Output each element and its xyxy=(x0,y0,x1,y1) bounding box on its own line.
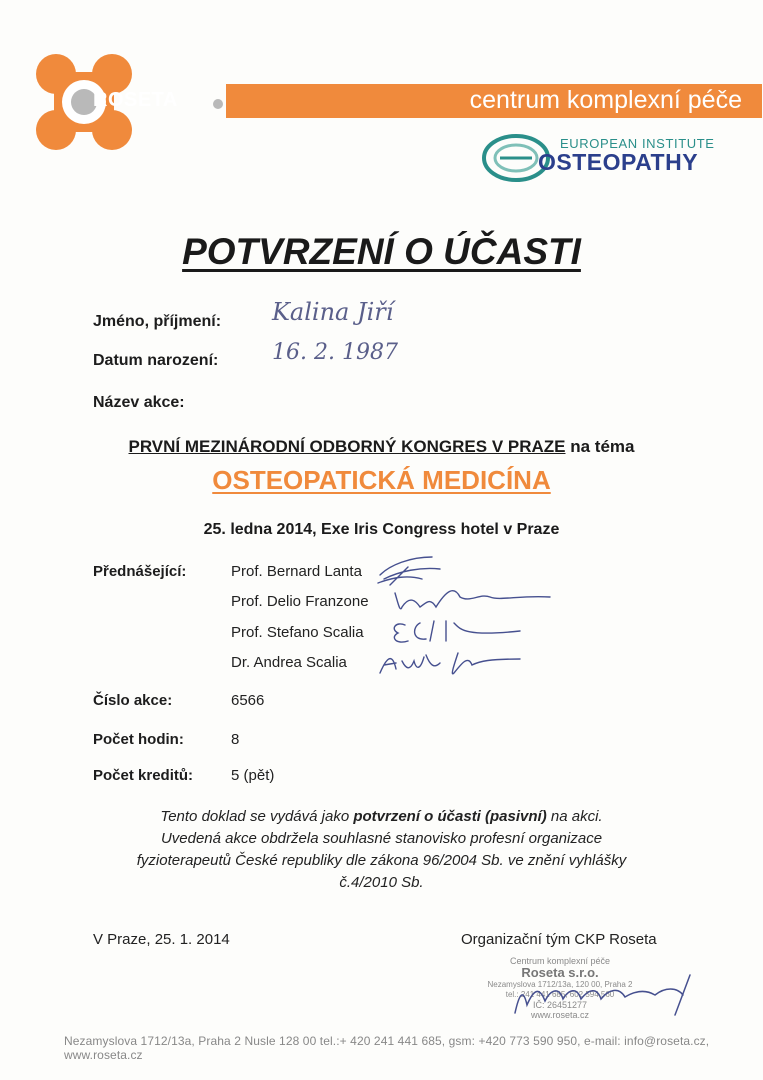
eio-logo xyxy=(480,130,750,186)
event-number-value: 6566 xyxy=(231,692,265,709)
lecturer-name: Prof. Stefano Scalia xyxy=(231,624,364,641)
event-topic: OSTEOPATICKÁ MEDICÍNA xyxy=(212,465,551,495)
stamp-line1: Centrum komplexní péče xyxy=(509,956,611,966)
credits-value: 5 (pět) xyxy=(231,767,275,784)
organizer: Organizační tým CKP Roseta xyxy=(461,931,657,948)
event-label: Název akce: xyxy=(93,394,185,411)
hours-value: 8 xyxy=(231,731,240,748)
stamp-line5: IČ: 26451277 xyxy=(532,1000,588,1010)
banner-text: centrum komplexní péče xyxy=(469,86,742,114)
note-line3: fyzioterapeutů České republiky dle zákona 96/2004 Sb. ve znění vyhlášky xyxy=(136,852,627,869)
footer-contact: Nezamyslova 1712/13a, Praha 2 Nusle 128 00 tel.:+ 420 241 441 685, gsm: +420 773 590 950, e-mail: info@roseta.cz, www.roseta.cz xyxy=(64,1034,710,1062)
lecturer-name: Dr. Andrea Scalia xyxy=(231,654,347,671)
signature-andrea-scalia xyxy=(380,653,520,674)
signature-franzone xyxy=(395,591,550,609)
signature-lanta xyxy=(378,557,440,585)
page-title: POTVRZENÍ O ÚČASTI xyxy=(182,231,581,272)
event-date-place: 25. ledna 2014, Exe Iris Congress hotel v Praze xyxy=(203,521,560,538)
name-label: Jméno, příjmení: xyxy=(93,313,222,330)
name-value-handwritten: Kalina Jiří xyxy=(272,298,394,326)
credits-label: Počet kreditů: xyxy=(93,767,194,784)
stamp-line6: www.roseta.cz xyxy=(530,1010,590,1020)
signature-stefano-scalia xyxy=(394,621,520,642)
note-line1: Tento doklad se vydává jako potvrzení o účasti (pasivní) na akci. xyxy=(160,808,603,825)
roseta-logo-text: ROSETA xyxy=(93,89,178,111)
place-date: V Praze, 25. 1. 2014 xyxy=(93,931,230,948)
confirmation-note xyxy=(0,806,763,894)
event-title: PRVNÍ MEZINÁRODNÍ ODBORNÝ KONGRES V PRAZE xyxy=(128,437,566,456)
lecturers-label: Přednášející: xyxy=(93,563,187,580)
birth-label: Datum narození: xyxy=(93,352,219,369)
note-line2: Uvedená akce obdržela souhlasné stanovisko profesní organizace xyxy=(160,830,603,847)
header-banner xyxy=(226,84,762,118)
hours-label: Počet hodin: xyxy=(93,731,184,748)
stamp-line4: tel.: 241 441 685, 602 594 560 xyxy=(505,990,615,999)
stamp-line2: Roseta s.r.o. xyxy=(521,965,599,980)
event-title-suffix: na téma xyxy=(565,437,635,456)
eio-line2: OSTEOPATHY xyxy=(538,149,699,175)
birth-value-handwritten: 16. 2. 1987 xyxy=(272,340,398,365)
event-title-line xyxy=(0,437,763,457)
lecturer-name: Prof. Delio Franzone xyxy=(231,593,369,610)
eio-line1: EUROPEAN INSTITUTE xyxy=(560,136,715,151)
lecturer-signatures xyxy=(350,545,590,685)
organizer-signature xyxy=(505,965,715,1025)
lecturer-name: Prof. Bernard Lanta xyxy=(231,563,362,580)
stamp-line3: Nezamyslova 1712/13a, 120 00, Praha 2 xyxy=(487,980,633,989)
event-number-label: Číslo akce: xyxy=(93,692,173,709)
note-line4: č.4/2010 Sb. xyxy=(339,874,424,891)
